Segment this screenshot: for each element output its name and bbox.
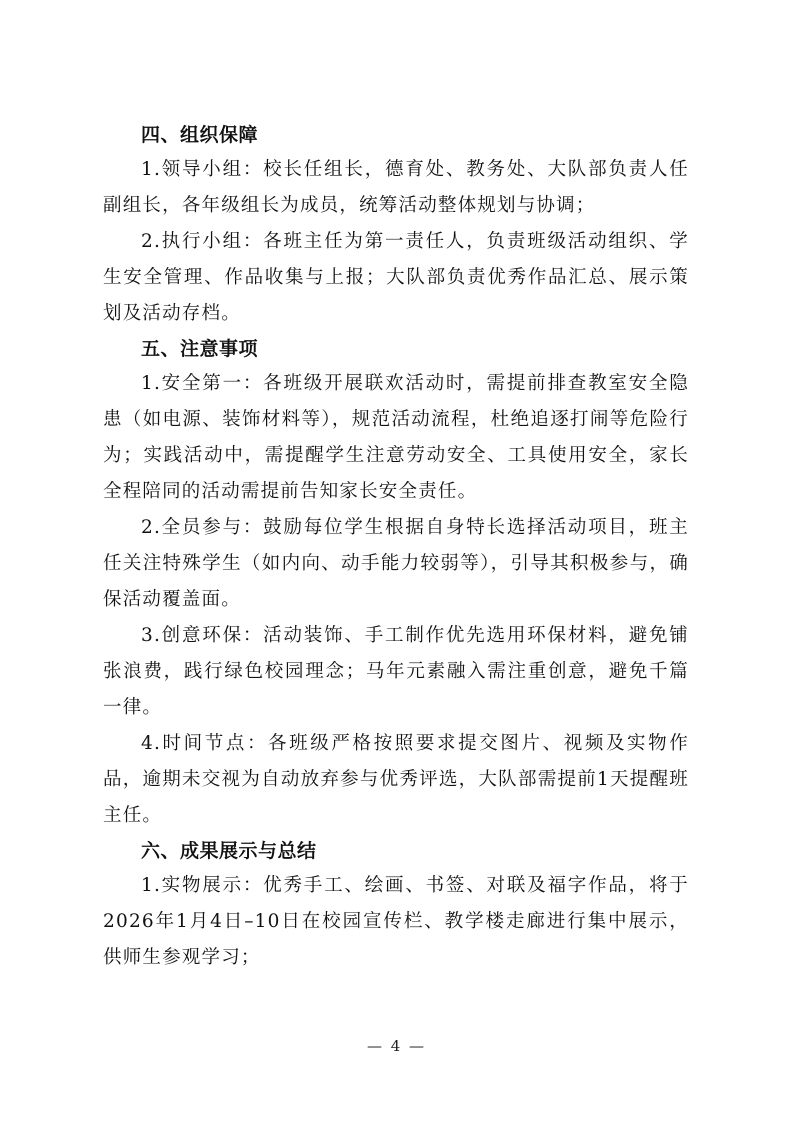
paragraph: 1.实物展示：优秀手工、绘画、书签、对联及福字作品，将于2026年1月4日–10日在校园宣传栏、教学楼走廊进行集中展示，供师生参观学习；: [103, 875, 689, 968]
section-results: [103, 834, 689, 976]
section-heading: 六、成果展示与总结: [141, 840, 317, 862]
paragraph: 2.全员参与：鼓励每位学生根据自身特长选择活动项目，班主任关注特殊学生（如内向、动手能力较弱等），引导其积极参与，确保活动覆盖面。: [103, 517, 689, 610]
paragraph: 1.领导小组：校长任组长，德育处、教务处、大队部负责人任副组长，各年级组长为成员，统筹活动整体规划与协调；: [103, 159, 689, 216]
section-notes: [103, 332, 689, 834]
paragraph: 4.时间节点：各班级严格按照要求提交图片、视频及实物作品，逾期未交视为自动放弃参与优秀评选，大队部需提前1天提醒班主任。: [103, 733, 689, 826]
document-body: [103, 118, 689, 976]
paragraph: 3.创意环保：活动装饰、手工制作优先选用环保材料，避免铺张浪费，践行绿色校园理念；马年元素融入需注重创意，避免千篇一律。: [103, 625, 689, 718]
page-number: — 4 —: [366, 1037, 427, 1055]
section-organization: [103, 118, 689, 332]
section-heading: 五、注意事项: [141, 338, 259, 360]
paragraph: 2.执行小组：各班主任为第一责任人，负责班级活动组织、学生安全管理、作品收集与上报；大队部负责优秀作品汇总、展示策划及活动存档。: [103, 231, 689, 324]
paragraph: 1.安全第一：各班级开展联欢活动时，需提前排查教室安全隐患（如电源、装饰材料等），规范活动流程，杜绝追逐打闹等危险行为；实践活动中，需提醒学生注意劳动安全、工具使用安全，家长全程陪同的活动需提前告知家长安全责任。: [103, 373, 689, 502]
section-heading: 四、组织保障: [141, 124, 259, 146]
